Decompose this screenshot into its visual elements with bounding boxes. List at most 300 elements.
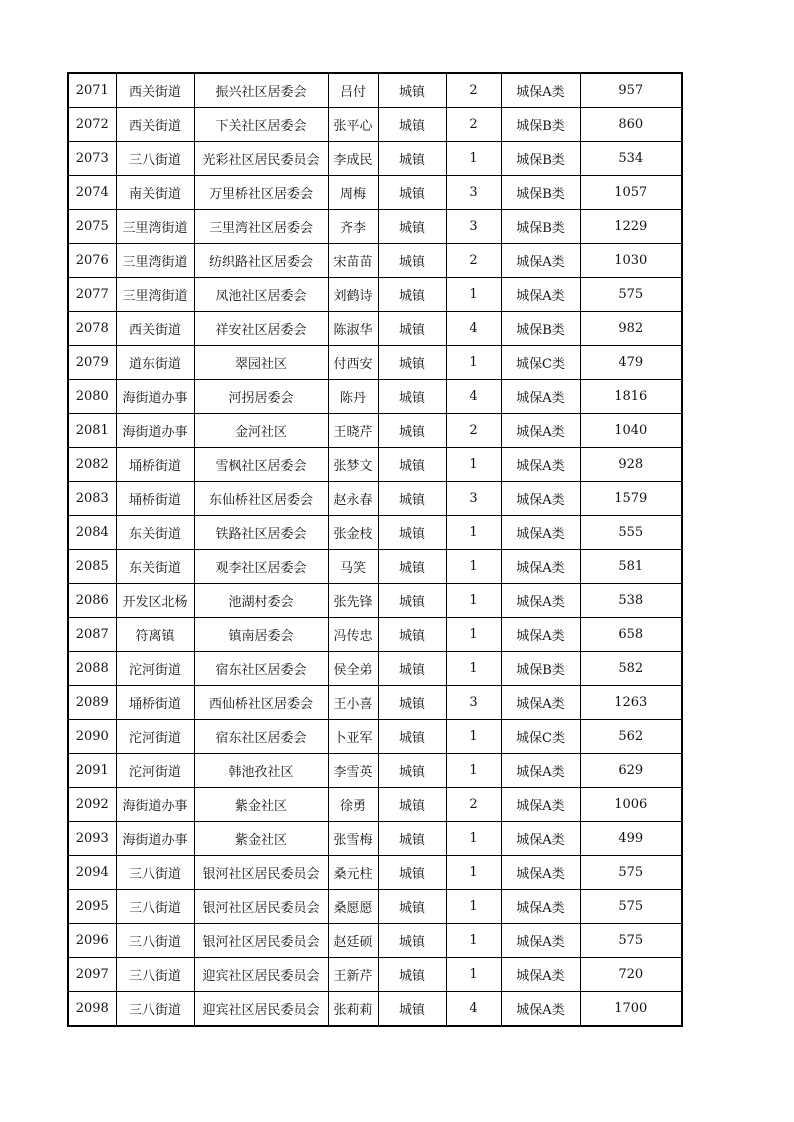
- community-cell-text: 迎宾社区居民委员会: [202, 969, 320, 984]
- record-id-cell: 2087: [68, 618, 116, 652]
- street-cell-text: 沱河街道: [128, 765, 181, 780]
- table-row: [68, 822, 682, 856]
- person-name-cell: 王小喜: [328, 686, 378, 720]
- table-row: [68, 482, 682, 516]
- community-cell-text: 西仙桥社区居委会: [208, 697, 313, 712]
- area-type-cell: 城镇: [378, 788, 446, 822]
- street-cell: [116, 618, 194, 652]
- street-cell: [116, 346, 194, 380]
- amount-cell: 575: [580, 856, 682, 890]
- street-cell-text: 三八街道: [128, 935, 181, 950]
- person-name-cell: 张雪梅: [328, 822, 378, 856]
- household-count-cell: 1: [446, 516, 501, 550]
- street-cell-text: 三八街道: [128, 901, 181, 916]
- household-count-cell: 1: [446, 448, 501, 482]
- records-table: [67, 72, 683, 1027]
- table-row: [68, 720, 682, 754]
- community-cell: [194, 312, 328, 346]
- insurance-category-cell: 城保A类: [501, 822, 580, 856]
- household-count-cell: 1: [446, 278, 501, 312]
- community-cell: [194, 686, 328, 720]
- record-id-cell: 2074: [68, 176, 116, 210]
- street-cell-text: 海街道办事: [122, 391, 188, 406]
- person-name-cell: 卜亚军: [328, 720, 378, 754]
- household-count-cell: 1: [446, 958, 501, 992]
- person-name-cell: 张莉莉: [328, 992, 378, 1027]
- area-type-cell: 城镇: [378, 142, 446, 176]
- area-type-cell: 城镇: [378, 108, 446, 142]
- person-name-cell: 张先锋: [328, 584, 378, 618]
- amount-cell: 1263: [580, 686, 682, 720]
- household-count-cell: 1: [446, 890, 501, 924]
- community-cell-text: 银河社区居民委员会: [202, 867, 320, 882]
- community-cell-text: 紫金社区: [234, 799, 287, 814]
- community-cell-text: 铁路社区居委会: [215, 527, 307, 542]
- street-cell-text: 三八街道: [128, 867, 181, 882]
- amount-cell: 1229: [580, 210, 682, 244]
- community-cell-text: 金河社区: [234, 425, 287, 440]
- amount-cell: 582: [580, 652, 682, 686]
- table-row: [68, 890, 682, 924]
- insurance-category-cell: 城保A类: [501, 890, 580, 924]
- household-count-cell: 4: [446, 380, 501, 414]
- community-cell: [194, 346, 328, 380]
- street-cell-text: 三里湾街道: [122, 255, 188, 270]
- person-name-cell: 侯全弟: [328, 652, 378, 686]
- community-cell: [194, 618, 328, 652]
- street-cell: [116, 278, 194, 312]
- amount-cell: 562: [580, 720, 682, 754]
- community-cell: [194, 584, 328, 618]
- insurance-category-cell: 城保B类: [501, 142, 580, 176]
- insurance-category-cell: 城保A类: [501, 414, 580, 448]
- community-cell-text: 东仙桥社区居委会: [208, 493, 313, 508]
- community-cell-text: 镇南居委会: [228, 629, 294, 644]
- street-cell-text: 海街道办事: [122, 799, 188, 814]
- street-cell-text: 西关街道: [128, 119, 181, 134]
- community-cell: [194, 210, 328, 244]
- street-cell-text: 三八街道: [128, 969, 181, 984]
- insurance-category-cell: 城保A类: [501, 754, 580, 788]
- amount-cell: 499: [580, 822, 682, 856]
- table-row: [68, 992, 682, 1027]
- table-row: [68, 516, 682, 550]
- amount-cell: 658: [580, 618, 682, 652]
- person-name-cell: 张金枝: [328, 516, 378, 550]
- record-id-cell: 2098: [68, 992, 116, 1027]
- street-cell-text: 开发区北杨: [122, 595, 188, 610]
- table-row: [68, 176, 682, 210]
- community-cell-text: 振兴社区居委会: [215, 85, 307, 100]
- amount-cell: 957: [580, 73, 682, 108]
- community-cell-text: 宿东社区居委会: [215, 731, 307, 746]
- record-id-cell: 2078: [68, 312, 116, 346]
- record-id-cell: 2081: [68, 414, 116, 448]
- community-cell: [194, 652, 328, 686]
- person-name-cell: 赵永春: [328, 482, 378, 516]
- community-cell: [194, 822, 328, 856]
- community-cell: [194, 924, 328, 958]
- household-count-cell: 2: [446, 414, 501, 448]
- street-cell: [116, 448, 194, 482]
- street-cell: [116, 516, 194, 550]
- street-cell: [116, 482, 194, 516]
- community-cell: [194, 958, 328, 992]
- street-cell: [116, 380, 194, 414]
- household-count-cell: 1: [446, 618, 501, 652]
- street-cell: [116, 720, 194, 754]
- community-cell: [194, 108, 328, 142]
- community-cell: [194, 788, 328, 822]
- person-name-cell: 张梦文: [328, 448, 378, 482]
- insurance-category-cell: 城保A类: [501, 788, 580, 822]
- street-cell-text: 三里湾街道: [122, 289, 188, 304]
- amount-cell: 555: [580, 516, 682, 550]
- table-row: [68, 312, 682, 346]
- person-name-cell: 王晓芹: [328, 414, 378, 448]
- amount-cell: 1057: [580, 176, 682, 210]
- community-cell-text: 万里桥社区居委会: [208, 187, 313, 202]
- household-count-cell: 1: [446, 924, 501, 958]
- person-name-cell: 赵廷硕: [328, 924, 378, 958]
- street-cell: [116, 108, 194, 142]
- area-type-cell: 城镇: [378, 482, 446, 516]
- person-name-cell: 齐李: [328, 210, 378, 244]
- community-cell-text: 三里湾社区居委会: [208, 221, 313, 236]
- person-name-cell: 冯传忠: [328, 618, 378, 652]
- street-cell-text: 西关街道: [128, 323, 181, 338]
- area-type-cell: 城镇: [378, 73, 446, 108]
- amount-cell: 860: [580, 108, 682, 142]
- table-row: [68, 652, 682, 686]
- person-name-cell: 宋苗苗: [328, 244, 378, 278]
- area-type-cell: 城镇: [378, 176, 446, 210]
- table-row: [68, 346, 682, 380]
- table-row: [68, 618, 682, 652]
- area-type-cell: 城镇: [378, 686, 446, 720]
- table-row: [68, 108, 682, 142]
- record-id-cell: 2071: [68, 73, 116, 108]
- amount-cell: 1030: [580, 244, 682, 278]
- area-type-cell: 城镇: [378, 516, 446, 550]
- community-cell: [194, 414, 328, 448]
- person-name-cell: 周梅: [328, 176, 378, 210]
- community-cell: [194, 73, 328, 108]
- table-row: [68, 244, 682, 278]
- area-type-cell: 城镇: [378, 652, 446, 686]
- amount-cell: 575: [580, 278, 682, 312]
- table-row: [68, 958, 682, 992]
- street-cell-text: 南关街道: [128, 187, 181, 202]
- household-count-cell: 3: [446, 210, 501, 244]
- person-name-cell: 张平心: [328, 108, 378, 142]
- insurance-category-cell: 城保A类: [501, 618, 580, 652]
- table-row: [68, 924, 682, 958]
- street-cell: [116, 686, 194, 720]
- amount-cell: 1579: [580, 482, 682, 516]
- community-cell-text: 祥安社区居委会: [215, 323, 307, 338]
- insurance-category-cell: 城保A类: [501, 992, 580, 1027]
- street-cell-text: 埇桥街道: [128, 493, 181, 508]
- record-id-cell: 2097: [68, 958, 116, 992]
- community-cell-text: 银河社区居民委员会: [202, 901, 320, 916]
- record-id-cell: 2072: [68, 108, 116, 142]
- table-row: [68, 210, 682, 244]
- street-cell: [116, 584, 194, 618]
- record-id-cell: 2090: [68, 720, 116, 754]
- amount-cell: 538: [580, 584, 682, 618]
- street-cell-text: 东关街道: [128, 527, 181, 542]
- area-type-cell: 城镇: [378, 346, 446, 380]
- community-cell: [194, 278, 328, 312]
- household-count-cell: 2: [446, 244, 501, 278]
- person-name-cell: 徐勇: [328, 788, 378, 822]
- street-cell-text: 三八街道: [128, 153, 181, 168]
- insurance-category-cell: 城保B类: [501, 652, 580, 686]
- household-count-cell: 4: [446, 312, 501, 346]
- record-id-cell: 2088: [68, 652, 116, 686]
- street-cell: [116, 176, 194, 210]
- person-name-cell: 付西安: [328, 346, 378, 380]
- table-row: [68, 686, 682, 720]
- household-count-cell: 1: [446, 720, 501, 754]
- street-cell-text: 道东街道: [128, 357, 181, 372]
- street-cell: [116, 244, 194, 278]
- household-count-cell: 3: [446, 686, 501, 720]
- insurance-category-cell: 城保B类: [501, 210, 580, 244]
- community-cell-text: 观李社区居委会: [215, 561, 307, 576]
- record-id-cell: 2096: [68, 924, 116, 958]
- community-cell-text: 池湖村委会: [228, 595, 294, 610]
- community-cell-text: 河拐居委会: [228, 391, 294, 406]
- street-cell: [116, 924, 194, 958]
- record-id-cell: 2082: [68, 448, 116, 482]
- street-cell-text: 埇桥街道: [128, 459, 181, 474]
- record-id-cell: 2093: [68, 822, 116, 856]
- household-count-cell: 2: [446, 108, 501, 142]
- record-id-cell: 2084: [68, 516, 116, 550]
- table-row: [68, 550, 682, 584]
- amount-cell: 575: [580, 924, 682, 958]
- household-count-cell: 1: [446, 550, 501, 584]
- household-count-cell: 1: [446, 652, 501, 686]
- insurance-category-cell: 城保C类: [501, 720, 580, 754]
- amount-cell: 581: [580, 550, 682, 584]
- community-cell: [194, 176, 328, 210]
- community-cell: [194, 754, 328, 788]
- area-type-cell: 城镇: [378, 244, 446, 278]
- area-type-cell: 城镇: [378, 618, 446, 652]
- household-count-cell: 1: [446, 754, 501, 788]
- community-cell-text: 翠园社区: [234, 357, 287, 372]
- street-cell-text: 沱河街道: [128, 663, 181, 678]
- person-name-cell: 刘鹤诗: [328, 278, 378, 312]
- street-cell-text: 海街道办事: [122, 425, 188, 440]
- area-type-cell: 城镇: [378, 856, 446, 890]
- household-count-cell: 1: [446, 856, 501, 890]
- insurance-category-cell: 城保C类: [501, 346, 580, 380]
- household-count-cell: 1: [446, 346, 501, 380]
- amount-cell: 720: [580, 958, 682, 992]
- record-id-cell: 2095: [68, 890, 116, 924]
- household-count-cell: 1: [446, 584, 501, 618]
- area-type-cell: 城镇: [378, 278, 446, 312]
- amount-cell: 1700: [580, 992, 682, 1027]
- street-cell: [116, 312, 194, 346]
- amount-cell: 534: [580, 142, 682, 176]
- table-row: [68, 73, 682, 108]
- area-type-cell: 城镇: [378, 992, 446, 1027]
- record-id-cell: 2077: [68, 278, 116, 312]
- street-cell: [116, 788, 194, 822]
- record-id-cell: 2075: [68, 210, 116, 244]
- insurance-category-cell: 城保B类: [501, 176, 580, 210]
- amount-cell: 928: [580, 448, 682, 482]
- street-cell-text: 海街道办事: [122, 833, 188, 848]
- insurance-category-cell: 城保A类: [501, 482, 580, 516]
- street-cell-text: 东关街道: [128, 561, 181, 576]
- street-cell: [116, 414, 194, 448]
- insurance-category-cell: 城保A类: [501, 856, 580, 890]
- table-row: [68, 142, 682, 176]
- household-count-cell: 2: [446, 788, 501, 822]
- insurance-category-cell: 城保A类: [501, 516, 580, 550]
- person-name-cell: 陈丹: [328, 380, 378, 414]
- community-cell: [194, 244, 328, 278]
- community-cell-text: 光彩社区居民委员会: [202, 153, 320, 168]
- record-id-cell: 2079: [68, 346, 116, 380]
- table-body: [68, 73, 682, 1026]
- amount-cell: 1006: [580, 788, 682, 822]
- area-type-cell: 城镇: [378, 210, 446, 244]
- household-count-cell: 4: [446, 992, 501, 1027]
- table-row: [68, 754, 682, 788]
- amount-cell: 982: [580, 312, 682, 346]
- area-type-cell: 城镇: [378, 584, 446, 618]
- person-name-cell: 李成民: [328, 142, 378, 176]
- amount-cell: 479: [580, 346, 682, 380]
- area-type-cell: 城镇: [378, 890, 446, 924]
- table-row: [68, 856, 682, 890]
- street-cell-text: 西关街道: [128, 85, 181, 100]
- record-id-cell: 2073: [68, 142, 116, 176]
- insurance-category-cell: 城保B类: [501, 312, 580, 346]
- insurance-category-cell: 城保A类: [501, 73, 580, 108]
- table-row: [68, 278, 682, 312]
- record-id-cell: 2089: [68, 686, 116, 720]
- community-cell: [194, 720, 328, 754]
- person-name-cell: 桑元柱: [328, 856, 378, 890]
- community-cell-text: 韩池孜社区: [228, 765, 294, 780]
- insurance-category-cell: 城保A类: [501, 686, 580, 720]
- street-cell-text: 三八街道: [128, 1003, 181, 1018]
- community-cell: [194, 482, 328, 516]
- community-cell: [194, 448, 328, 482]
- record-id-cell: 2085: [68, 550, 116, 584]
- household-count-cell: 2: [446, 73, 501, 108]
- street-cell-text: 沱河街道: [128, 731, 181, 746]
- insurance-category-cell: 城保A类: [501, 278, 580, 312]
- household-count-cell: 3: [446, 176, 501, 210]
- person-name-cell: 陈淑华: [328, 312, 378, 346]
- insurance-category-cell: 城保A类: [501, 958, 580, 992]
- area-type-cell: 城镇: [378, 414, 446, 448]
- record-id-cell: 2083: [68, 482, 116, 516]
- area-type-cell: 城镇: [378, 822, 446, 856]
- table-row: [68, 380, 682, 414]
- amount-cell: 575: [580, 890, 682, 924]
- street-cell: [116, 210, 194, 244]
- record-id-cell: 2076: [68, 244, 116, 278]
- area-type-cell: 城镇: [378, 720, 446, 754]
- community-cell-text: 迎宾社区居民委员会: [202, 1003, 320, 1018]
- community-cell-text: 凤池社区居委会: [215, 289, 307, 304]
- insurance-category-cell: 城保A类: [501, 448, 580, 482]
- street-cell: [116, 992, 194, 1027]
- person-name-cell: 王新芹: [328, 958, 378, 992]
- street-cell: [116, 754, 194, 788]
- person-name-cell: 马笑: [328, 550, 378, 584]
- community-cell: [194, 992, 328, 1027]
- area-type-cell: 城镇: [378, 448, 446, 482]
- street-cell-text: 三里湾街道: [122, 221, 188, 236]
- area-type-cell: 城镇: [378, 312, 446, 346]
- record-id-cell: 2092: [68, 788, 116, 822]
- street-cell: [116, 856, 194, 890]
- insurance-category-cell: 城保A类: [501, 244, 580, 278]
- table-row: [68, 584, 682, 618]
- record-id-cell: 2086: [68, 584, 116, 618]
- person-name-cell: 吕付: [328, 73, 378, 108]
- insurance-category-cell: 城保B类: [501, 108, 580, 142]
- community-cell-text: 银河社区居民委员会: [202, 935, 320, 950]
- community-cell: [194, 550, 328, 584]
- community-cell: [194, 142, 328, 176]
- area-type-cell: 城镇: [378, 380, 446, 414]
- community-cell: [194, 890, 328, 924]
- street-cell: [116, 73, 194, 108]
- community-cell: [194, 856, 328, 890]
- area-type-cell: 城镇: [378, 550, 446, 584]
- amount-cell: 1816: [580, 380, 682, 414]
- community-cell-text: 宿东社区居委会: [215, 663, 307, 678]
- table-row: [68, 788, 682, 822]
- street-cell: [116, 890, 194, 924]
- community-cell-text: 雪枫社区居委会: [215, 459, 307, 474]
- insurance-category-cell: 城保A类: [501, 584, 580, 618]
- insurance-category-cell: 城保A类: [501, 924, 580, 958]
- community-cell-text: 下关社区居委会: [215, 119, 307, 134]
- household-count-cell: 1: [446, 822, 501, 856]
- area-type-cell: 城镇: [378, 924, 446, 958]
- community-cell-text: 紫金社区: [234, 833, 287, 848]
- record-id-cell: 2080: [68, 380, 116, 414]
- street-cell: [116, 822, 194, 856]
- table-row: [68, 448, 682, 482]
- street-cell: [116, 142, 194, 176]
- record-id-cell: 2091: [68, 754, 116, 788]
- street-cell-text: 符离镇: [135, 629, 175, 644]
- area-type-cell: 城镇: [378, 754, 446, 788]
- insurance-category-cell: 城保A类: [501, 550, 580, 584]
- household-count-cell: 3: [446, 482, 501, 516]
- person-name-cell: 李雪英: [328, 754, 378, 788]
- area-type-cell: 城镇: [378, 958, 446, 992]
- street-cell: [116, 550, 194, 584]
- insurance-category-cell: 城保A类: [501, 380, 580, 414]
- amount-cell: 629: [580, 754, 682, 788]
- community-cell: [194, 380, 328, 414]
